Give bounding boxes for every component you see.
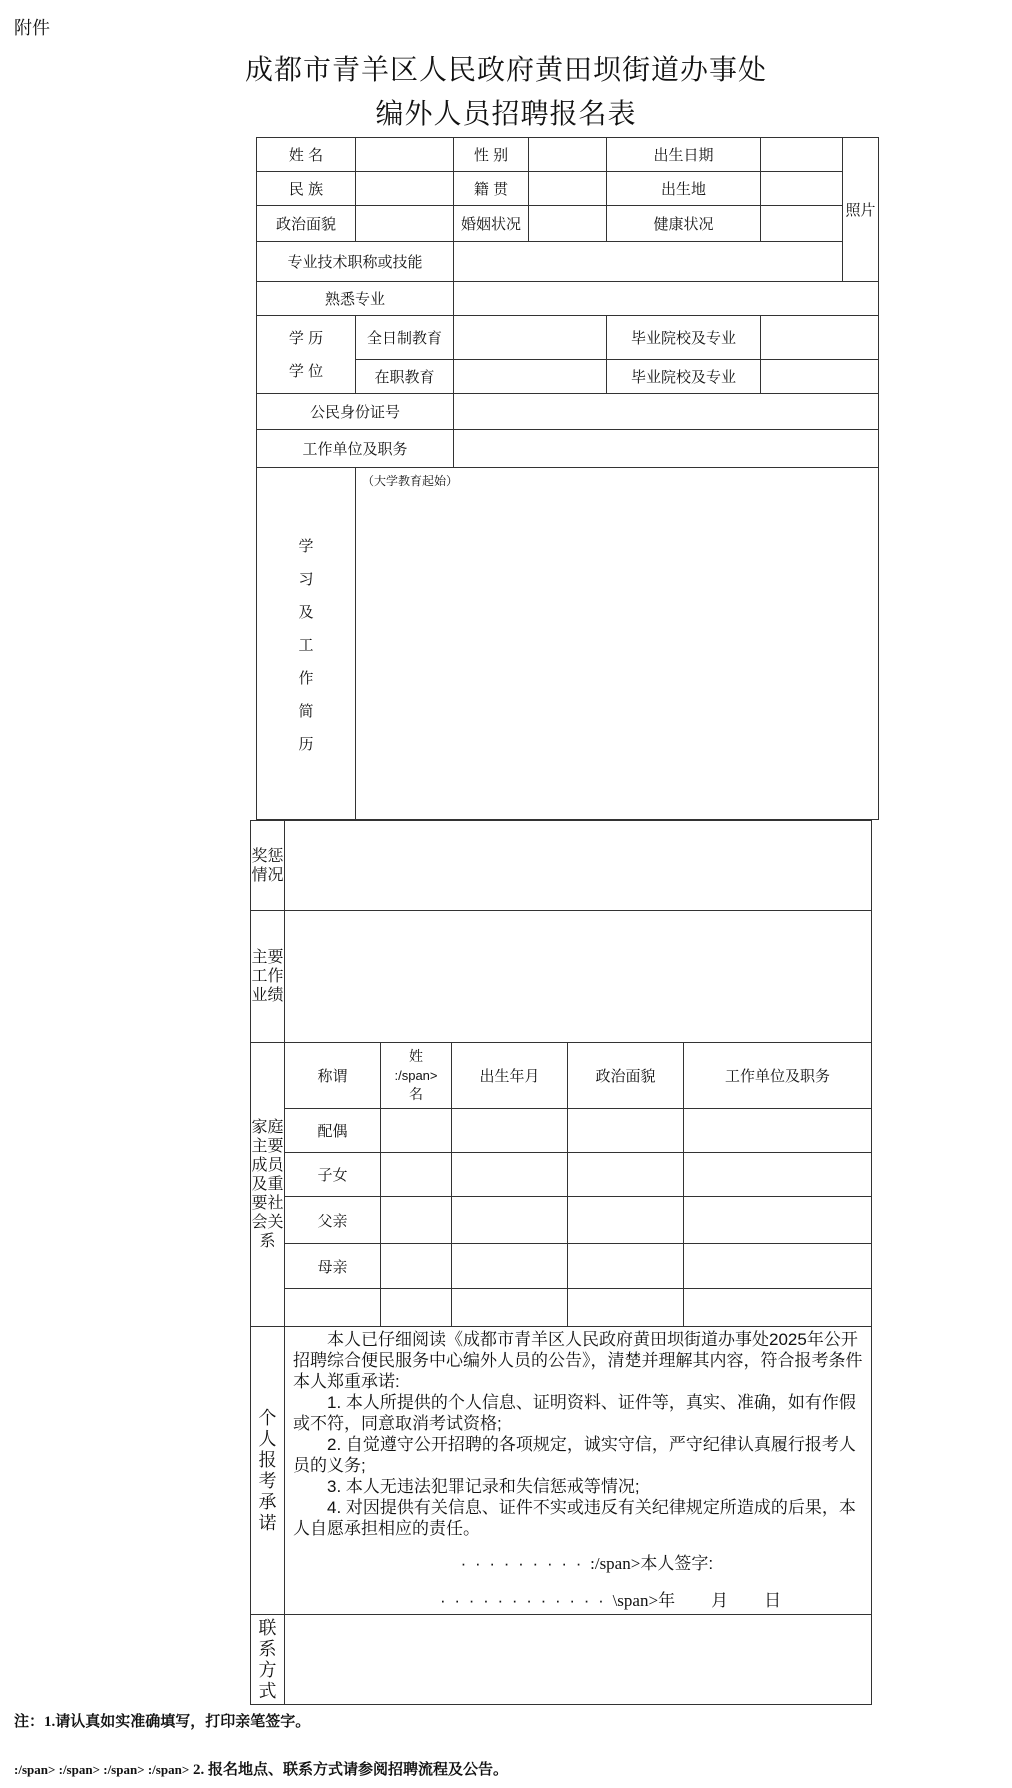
label-degree: 学 位 [288,362,324,380]
input-birth-date[interactable] [761,138,843,172]
header-name-artifact: :/span> [394,1068,438,1083]
family-cell[interactable] [381,1153,452,1197]
date-year: 年 [658,1591,678,1610]
label-onjob-edu: 在职教育 [356,360,454,394]
family-cell[interactable] [452,1109,568,1153]
label-title-skill: 专业技术职称或技能 [257,242,454,282]
label-family: 家庭主要成员及重要社会关系 [251,1043,285,1327]
label-ethnicity: 民 族 [257,172,356,206]
label-onjob-school-major: 毕业院校及专业 [607,360,761,394]
input-gender[interactable] [529,138,607,172]
input-id-number[interactable] [454,394,879,430]
input-fulltime-school-major[interactable] [761,316,879,360]
family-row-mother: 母亲 [285,1244,381,1289]
family-row-spouse: 配偶 [285,1109,381,1153]
input-native-place[interactable] [529,172,607,206]
form-title-line2: 编外人员招聘报名表 [375,98,637,129]
input-marital-status[interactable] [529,206,607,242]
input-rewards[interactable] [285,821,872,911]
family-row-children: 子女 [285,1153,381,1197]
header-work: 工作单位及职务 [684,1043,872,1109]
family-cell[interactable] [568,1109,684,1153]
signature-dots: · · · · · · · · · [460,1554,584,1573]
pledge-item-4: 4. 对因提供有关信息、证件不实或违反有关纪律规定所造成的后果，本人自愿承担相应的责任。 [293,1498,856,1538]
resume-note: （大学教育起始） [362,474,459,488]
pledge-item-2: 2. 自觉遵守公开招聘的各项规定，诚实守信，严守纪律认真履行报考人员的义务; [293,1435,856,1475]
label-achievements: 主要工作业绩 [251,911,285,1043]
family-row-father: 父亲 [285,1197,381,1244]
input-work-unit[interactable] [454,430,879,468]
header-political: 政治面貌 [568,1043,684,1109]
footer-artifact: :/span> :/span> :/span> :/span> [14,1762,190,1777]
footer-note-2 [14,1758,508,1779]
form-title-line1: 成都市青羊区人民政府黄田坝街道办事处 [244,54,767,85]
input-political-status[interactable] [356,206,454,242]
pledge-item-3: 3. 本人无违法犯罪记录和失信惩戒等情况; [327,1477,640,1496]
label-marital-status: 婚姻状况 [454,206,529,242]
header-name-bottom: 名 [409,1086,423,1102]
family-cell[interactable] [452,1289,568,1327]
family-cell[interactable] [684,1244,872,1289]
label-birthplace: 出生地 [607,172,761,206]
input-health-status[interactable] [761,206,843,242]
resume-char: 习 [298,571,314,588]
resume-char: 历 [298,736,314,753]
label-political-status: 政治面貌 [257,206,356,242]
family-cell[interactable] [568,1197,684,1244]
resume-char: 及 [298,604,314,621]
family-cell[interactable] [381,1197,452,1244]
pledge-text [285,1327,872,1615]
family-cell[interactable] [285,1289,381,1327]
label-contact: 联系方式 [251,1615,285,1705]
signature-artifact: :/span> [590,1554,641,1573]
date-line[interactable] [293,1590,863,1611]
family-cell[interactable] [381,1109,452,1153]
input-title-skill[interactable] [454,242,843,282]
header-name-top: 姓 [409,1048,423,1064]
input-ethnicity[interactable] [356,172,454,206]
label-native-place: 籍 贯 [454,172,529,206]
date-artifact: \span> [612,1591,659,1610]
resume-char: 学 [298,538,314,555]
pledge-item-1: 1. 本人所提供的个人信息、证明资料、证件等，真实、准确，如有作假或不符，同意取消考试资格; [293,1393,856,1433]
family-cell[interactable] [381,1244,452,1289]
attachment-label: 附件 [14,18,50,38]
label-birth-date: 出生日期 [607,138,761,172]
input-birthplace[interactable] [761,172,843,206]
family-cell[interactable] [684,1197,872,1244]
input-contact[interactable] [285,1615,872,1705]
signature-line[interactable] [293,1553,863,1574]
label-gender: 性 别 [454,138,529,172]
label-familiar-major: 熟悉专业 [257,282,454,316]
family-cell[interactable] [684,1109,872,1153]
label-resume [257,468,356,820]
input-resume[interactable] [356,468,879,820]
label-pledge: 个人报考承诺 [251,1327,285,1615]
pledge-intro: 本人已仔细阅读《成都市青羊区人民政府黄田坝街道办事处2025年公开招聘综合便民服务中心编外人员的公告》，清楚并理解其内容，符合报考条件本人郑重承诺: [293,1330,863,1391]
input-fulltime-edu[interactable] [454,316,607,360]
resume-char: 简 [298,703,314,720]
family-cell[interactable] [568,1244,684,1289]
family-cell[interactable] [381,1289,452,1327]
header-relation: 称谓 [285,1043,381,1109]
registration-table-lower [250,820,872,1705]
label-fulltime-school-major: 毕业院校及专业 [607,316,761,360]
label-education-degree [257,316,356,394]
header-birth: 出生年月 [452,1043,568,1109]
input-onjob-edu[interactable] [454,360,607,394]
label-health-status: 健康状况 [607,206,761,242]
family-cell[interactable] [568,1289,684,1327]
date-day: 日 [764,1591,784,1610]
family-cell[interactable] [568,1153,684,1197]
label-fulltime-edu: 全日制教育 [356,316,454,360]
family-cell[interactable] [684,1289,872,1327]
family-cell[interactable] [452,1244,568,1289]
input-familiar-major[interactable] [454,282,879,316]
label-id-number: 公民身份证号 [257,394,454,430]
registration-table-upper [256,137,879,820]
footer-note-2-text: 2. 报名地点、联系方式请参阅招聘流程及公告。 [192,1762,508,1778]
date-month: 月 [711,1591,731,1610]
label-education: 学 历 [288,329,324,347]
label-work-unit: 工作单位及职务 [257,430,454,468]
footer-note-1: 注：1.请认真如实准确填写，打印亲笔签字。 [14,1714,311,1730]
input-achievements[interactable] [285,911,872,1043]
label-name: 姓 名 [257,138,356,172]
signature-label: 本人签字: [640,1554,714,1573]
family-cell[interactable] [684,1153,872,1197]
date-dots: · · · · · · · · · · · · [439,1591,606,1610]
family-cell[interactable] [452,1197,568,1244]
family-cell[interactable] [452,1153,568,1197]
resume-char: 工 [298,637,314,654]
input-name[interactable] [356,138,454,172]
photo-box[interactable]: 照片 [843,138,879,282]
input-onjob-school-major[interactable] [761,360,879,394]
resume-char: 作 [298,670,314,687]
label-rewards: 奖惩情况 [251,821,285,911]
header-name [381,1043,452,1109]
